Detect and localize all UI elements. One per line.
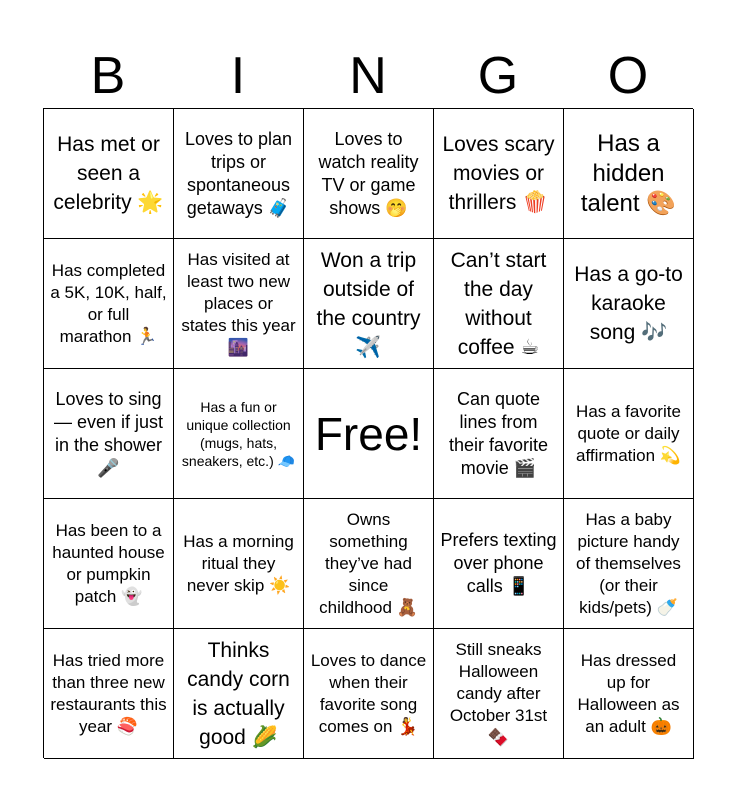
free-space[interactable] [304,369,434,499]
cell-text: Owns something they’ve had since childhood 🧸 [319,509,418,617]
cell-text: Has a favorite quote or daily affirmation 💫 [576,401,681,465]
bingo-cell[interactable] [44,369,174,499]
cell-text: Can’t start the day without coffee ☕ [450,248,547,359]
bingo-cell[interactable] [174,109,304,239]
cell-text: Has a fun or unique collection (mugs, hats, sneakers, etc.) 🧢 [181,398,296,469]
cell-text: Can quote lines from their favorite movie 🎬 [448,388,549,478]
cell-text: Prefers texting over phone calls 📱 [440,530,557,596]
bingo-cell[interactable] [564,369,694,499]
bingo-cell[interactable] [174,239,304,369]
header-letter-b: B [90,47,126,105]
bingo-cell[interactable] [304,109,434,239]
bingo-cell[interactable] [304,499,434,629]
bingo-cell[interactable] [564,239,694,369]
bingo-cell[interactable] [564,629,694,759]
free-space-text: Free! [314,407,423,460]
cell-text: Has been to a haunted house or pumpkin patch 👻 [52,520,165,606]
cell-text: Thinks candy corn is actually good 🌽 [187,638,290,749]
bingo-cell[interactable] [44,629,174,759]
bingo-cell[interactable] [44,499,174,629]
cell-text: Loves to plan trips or spontaneous getaways 🧳 [184,128,293,218]
bingo-cell[interactable] [434,499,564,629]
cell-text: Has dressed up for Halloween as an adult 🎃 [577,650,680,736]
bingo-cell[interactable] [564,499,694,629]
cell-text: Has a baby picture handy of themselves (or their kids/pets) 🍼 [576,509,681,617]
header-letter-o: O [607,47,649,105]
cell-text: Still sneaks Halloween candy after October 31st 🍫 [449,639,548,747]
bingo-cell[interactable] [174,629,304,759]
cell-text: Loves to sing — even if just in the shower 🎤 [53,388,164,478]
bingo-cell[interactable] [304,629,434,759]
bingo-cell[interactable] [434,369,564,499]
cell-text: Won a trip outside of the country ✈️ [316,248,421,359]
header-letter-g: G [477,47,519,105]
bingo-cell[interactable] [174,499,304,629]
cell-text: Has a morning ritual they never skip ☀️ [183,531,294,595]
header-letter-i: I [230,47,246,105]
cell-text: Loves to watch reality TV or game shows 🤭 [318,128,419,218]
cell-text: Has a go-to karaoke song 🎶 [574,263,683,344]
bingo-cell[interactable] [434,109,564,239]
bingo-grid [43,108,693,758]
bingo-header [43,44,693,108]
cell-text: Has visited at least two new places or states this year 🌆 [181,249,296,357]
bingo-cell[interactable] [304,239,434,369]
cell-text: Has tried more than three new restaurants this year 🍣 [50,650,167,736]
bingo-cell[interactable] [434,239,564,369]
cell-text: Has a hidden talent 🎨 [580,129,677,217]
bingo-cell[interactable] [434,629,564,759]
bingo-cell[interactable] [564,109,694,239]
cell-text: Has completed a 5K, 10K, half, or full marathon 🏃 [50,260,167,346]
bingo-cell[interactable] [174,369,304,499]
bingo-cell[interactable] [44,239,174,369]
cell-text: Loves to dance when their favorite song comes on 💃 [310,650,427,736]
cell-text: Loves scary movies or thrillers 🍿 [442,133,555,214]
header-letter-n: N [349,47,387,105]
bingo-cell[interactable] [44,109,174,239]
cell-text: Has met or seen a celebrity 🌟 [53,133,164,214]
